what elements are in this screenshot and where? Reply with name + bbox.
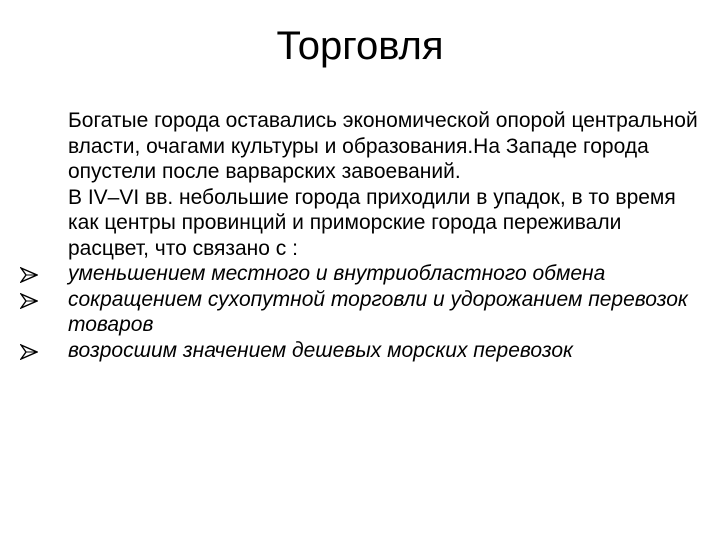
paragraph [20,108,700,185]
paragraph-text: Богатые города оставались экономической опорой центральной власти, очагами культуры и образования.На Западе города опустели после варварских завоеваний. [68,109,698,183]
arrowhead-bullet-icon [20,287,44,309]
bullet-text: возросшим значением дешевых морских перевозок [68,338,573,362]
bullet-item [20,338,700,364]
arrowhead-bullet-icon [20,261,44,283]
slide-title: Торговля [276,24,444,68]
paragraph-text: В IV–VI вв. небольшие города приходили в упадок, в то время как центры провинций и приморские города переживали расцвет, что связано с : [68,185,676,260]
bullet-item [20,287,700,338]
bullet-text: сокращением сухопутной торговли и удорожанием перевозок товаров [68,287,688,336]
arrowhead-bullet-icon [20,338,44,360]
bullet-text: уменьшением местного и внутриобластного обмена [68,262,606,285]
slide-body [20,108,700,363]
bullet-item [20,261,700,287]
paragraph [20,185,700,262]
